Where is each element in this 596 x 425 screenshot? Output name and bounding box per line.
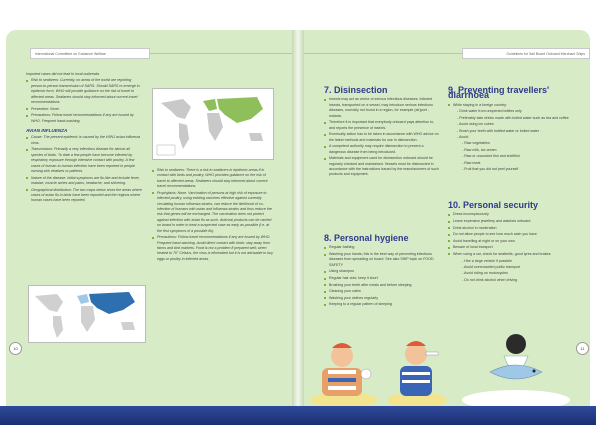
list-item: - Drink water from unopened bottles only xyxy=(448,109,574,114)
list-item: Materials and equipment used for disinsection onboard should be regularly checked and maintained. Vessels must be disinsected in accordance with the instructions issued by the manufacturers of such products and equipment. xyxy=(324,156,440,178)
list-item: - Raw or uncooked fish and shellfish xyxy=(448,154,574,159)
sailor-brushing-illustration xyxy=(382,326,452,406)
list-item: Eventually action has to be taken in accordance with WHO advice on the latest methods and materials for use in disinsection. xyxy=(324,132,440,143)
list-item: Leave expensive jewellery and watches onboard xyxy=(448,219,574,224)
list-item: - Avoid: xyxy=(448,135,574,140)
list-item: - Avoid riding on motorcycles xyxy=(448,271,574,276)
list-item: Risk to seafarers: Currently, no areas of the world are reporting person-to-person transmission of SARS. Should SARS re-emerge in epidemic form, WHO will provide guidance on the risk of travel to affected areas. Seafarers should stay informed about current travel recommendations xyxy=(26,78,142,105)
list-item: Do not allow people to see how much cash you have xyxy=(448,232,574,237)
list-item: Brushing your teeth after meals and before sleeping xyxy=(324,283,440,288)
security-column xyxy=(448,200,574,284)
list-item: - Raw vegetables xyxy=(448,141,574,146)
list-item: While staying in a foreign country: xyxy=(448,103,574,108)
page-number-right: 11 xyxy=(576,342,589,355)
list-item: - Do not drink alcohol when driving xyxy=(448,278,574,283)
list-item: Regular bathing xyxy=(324,245,440,250)
list-item: Transmission: Primarily a very infectious disease for almost all species of birds. To date a few people have become infected by respiratory exposure through intensive contact with poultry. A few cases of human-to-human infection have been reported in people nursing sick relatives or patients. xyxy=(26,147,142,174)
list-item: - Raw milk, ice-cream xyxy=(448,148,574,153)
list-item: Regular hair cuts; keep it short xyxy=(324,276,440,281)
list-item: Washing your clothes regularly xyxy=(324,296,440,301)
footer-band xyxy=(0,406,596,425)
list-item: Prevention: None. xyxy=(26,107,142,112)
page-number-left: 10 xyxy=(9,342,22,355)
left-text-column xyxy=(26,72,142,205)
list-item: - Avoid overcrowded public transport xyxy=(448,265,574,270)
hygiene-column xyxy=(324,233,440,309)
list-item: When using a car, check for seatbelts, good tyres and brakes: xyxy=(448,252,574,257)
list-item: Keeping to a regular pattern of sleeping xyxy=(324,302,440,307)
list-item: - Fruit that you did not peel yourself xyxy=(448,167,574,172)
list-item: - Raw meat xyxy=(448,161,574,166)
sailor-bathing-illustration xyxy=(306,326,382,406)
list-item: Dress inconspicuously xyxy=(448,212,574,217)
disinsection-column xyxy=(324,85,440,179)
list-item: - Hire a large vehicle if possible xyxy=(448,259,574,264)
list-item: Precautions: Follow travel recommendations if any are issued by WHO. Frequent hand-washing. xyxy=(26,113,142,124)
list-item: - Preferably take drinks made with boiled water such as tea and coffee xyxy=(448,116,574,121)
diarrhoea-heading: 9. Preventing travellers' diarrhoea xyxy=(448,85,550,101)
hygiene-heading: 8. Personal hygiene xyxy=(324,233,409,243)
middle-text-column xyxy=(152,168,274,263)
fish-illustration xyxy=(460,318,572,406)
list-item: Cleaning your cabin xyxy=(324,289,440,294)
list-item: - Avoid using ice cubes xyxy=(448,122,574,127)
list-item: Avoid travelling at night or on your own xyxy=(448,239,574,244)
list-item: Risk to seafarers: There is a risk to seafarers in epidemic areas if in contact with birds and poultry. WHO provides guidance on the risk of travel to affected areas. Seafarers should stay informed about current travel recommendations. xyxy=(152,168,274,190)
list-item: Washing your hands; this is the best way of preventing infectious diseases from spreading on board. See also SHIP topic on FOOD SAFETY xyxy=(324,252,440,268)
right-running-header: Guidelines for Sail Board Onboard Merchant Ships xyxy=(462,48,590,59)
list-item: Nature of the disease: Initial symptoms are flu-like and include fever, malaise, muscle aches and pains, headache, and shivering. xyxy=(26,176,142,187)
list-item: Cause: The present epidemic is caused by the H5N1 avian influenza virus. xyxy=(26,135,142,146)
list-item: - Brush your teeth with bottled water or boiled water xyxy=(448,129,574,134)
left-running-header: International Committee on Guidance Welfare xyxy=(30,48,150,59)
left-header-rule xyxy=(150,53,292,54)
list-item: Using shampoo xyxy=(324,269,440,274)
diarrhoea-column xyxy=(448,85,574,173)
right-header-rule xyxy=(304,53,462,54)
list-item: Drink alcohol in moderation xyxy=(448,226,574,231)
disinsection-heading: 7. Disinsection xyxy=(324,85,388,95)
list-item: A competent authority may require disinsection to prevent a dangerous disease from being introduced. xyxy=(324,144,440,155)
list-item: Insects may act as vector of serious infectious diseases. Infected insects, transported on a vessel, may introduce serious infectious diseases, normally not found in a region, for example (air)port - malaria. xyxy=(324,97,440,119)
list-item: Precautions: Follow travel recommendations if any are issued by WHO. Frequent hand-washing. Avoid direct contact with birds; stay away from farms and bird markets. Food is not a problem if prepared well; when heated to 70° Celsius, the virus is eliminated but it is not advisable to buy eggs or poultry in infected areas. xyxy=(152,235,274,262)
world-map-human-cases xyxy=(28,285,146,343)
list-item: Geographical distribution: The two maps below show the areas where cases of avian flu in birds have been reported and the regions where human cases have been reported. xyxy=(26,188,142,204)
avian-influenza-title: AVIAN INFLUENZA xyxy=(26,128,68,134)
page-gutter xyxy=(292,30,304,406)
list-item: Beware of local transport xyxy=(448,245,574,250)
intro-text: Imported cases did not lead to local outbreaks xyxy=(26,72,100,76)
list-item: Prophylaxis: None. Vaccination of persons at high risk of exposure to infected poultry, using existing vaccines effective against currently circulating human influenza strains, can reduce the likelihood of co-infection of humans with avian and influenza strains and thus reduce the risk that genes will be exchanged. The vaccination does not protect against infection with avian flu as such. Antiviral products can be carried on board in order to treat a suspected case as early as possible (i.e. at the first symptoms of a possible flu). xyxy=(152,191,274,234)
list-item: Therefore it is important that everybody onboard pays attention to, and reports the presence of insects. xyxy=(324,120,440,131)
security-heading: 10. Personal security xyxy=(448,200,539,210)
world-map-birds xyxy=(152,88,274,160)
